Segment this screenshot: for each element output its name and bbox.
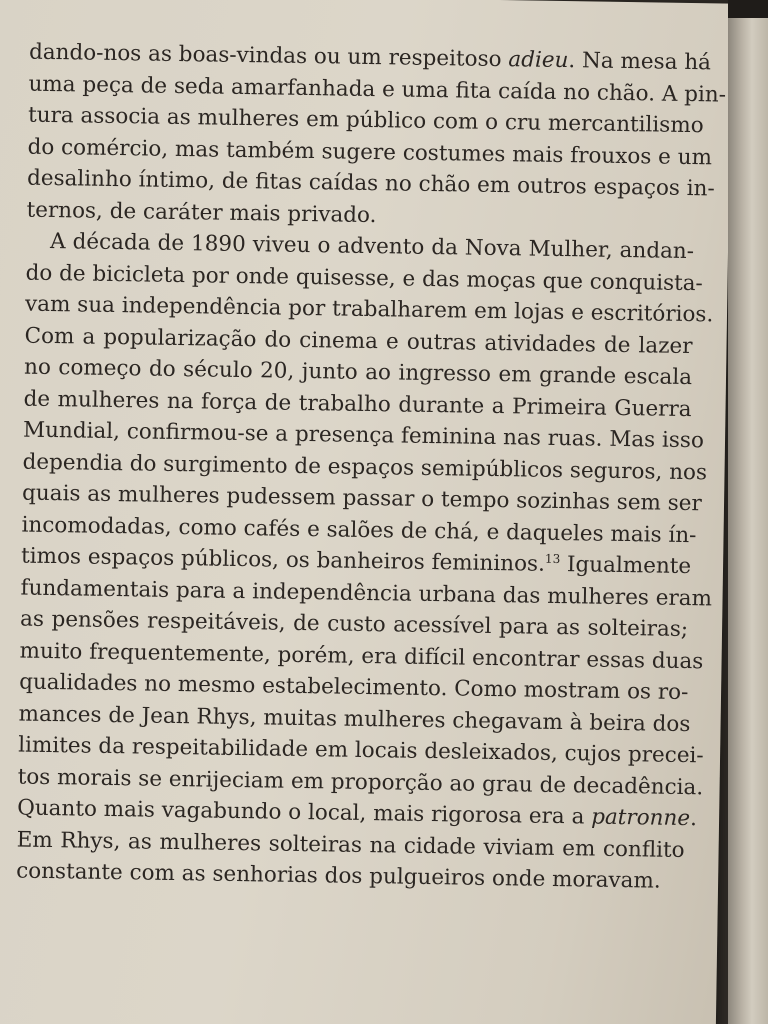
text-line: incomodadas, como cafés e salões de chá, e daqueles mais ín- — [21, 512, 697, 548]
text-line: ternos, de caráter mais privado. — [26, 197, 377, 228]
text-line: tos morais se enrijeciam em proporção ao grau de decadência. — [17, 764, 704, 800]
text-line: do comércio, mas também sugere costumes mais frouxos e um — [27, 134, 713, 170]
text-line: as pensões respeitáveis, de custo acessível para as solteiras; — [19, 606, 689, 643]
text-line: limites da respeitabilidade em locais desleixados, cujos precei- — [17, 732, 704, 769]
text-line: dependia do surgimento de espaços semipúblicos seguros, nos — [22, 449, 708, 485]
text-line: desalinho íntimo, de fitas caídas no chão em outros espaços in- — [26, 165, 715, 202]
text-line: dando-nos as boas-vindas ou um respeitoso adieu. Na mesa há — [28, 39, 712, 76]
text-line: timos espaços públicos, os banheiros femininos.$^{13}$ Igualmente — [20, 543, 692, 580]
text-line: uma peça de seda amarfanhada e uma fita caída no chão. A pin- — [28, 71, 727, 108]
text-line: A década de 1890 viveu o advento da Nova Mulher, andan- — [49, 228, 695, 265]
text-line: Mundial, confirmou-se a presença feminina nas ruas. Mas isso — [22, 417, 705, 454]
text-line: Com a popularização do cinema e outras atividades de lazer — [24, 323, 693, 359]
text-line: constante com as senhorias dos pulgueiros onde moravam. — [15, 858, 661, 894]
italic-word: adieu — [508, 47, 569, 74]
italic-word: patronne — [590, 804, 691, 832]
text-line: muito frequentemente, porém, era difícil encontrar essas duas — [19, 638, 704, 674]
text-line: qualidades no mesmo estabelecimento. Como mostram os ro- — [18, 669, 689, 706]
text-line: vam sua independência por trabalharem em lojas e escritórios. — [24, 291, 714, 328]
paragraph-2 — [15, 226, 714, 898]
background-corner — [728, 0, 768, 18]
text-line: quais as mulheres pudessem passar o tempo sozinhas sem ser — [21, 480, 702, 517]
text-line: Em Rhys, as mulheres solteiras na cidade viviam em conflito — [16, 827, 685, 863]
text-line: do de bicicleta por onde quisesse, e das moças que conquista- — [25, 260, 704, 296]
paragraph-1 — [26, 37, 727, 236]
text-line: fundamentais para a independência urbana das mulheres eram — [20, 575, 713, 611]
footnote-marker: 13 — [544, 551, 561, 567]
text-line: tura associa as mulheres em público com o cru mercantilismo — [27, 102, 704, 139]
text-line: mances de Jean Rhys, muitas mulheres chegavam à beira dos — [18, 701, 691, 737]
page-stack-edge — [728, 0, 768, 1024]
body-text — [15, 37, 727, 898]
text-line: no começo do século 20, junto ao ingresso em grande escala — [23, 354, 693, 391]
text-line: de mulheres na força de trabalho durante a Primeira Guerra — [23, 386, 692, 422]
text-line: Quanto mais vagabundo o local, mais rigorosa era a patronne. — [16, 795, 698, 832]
